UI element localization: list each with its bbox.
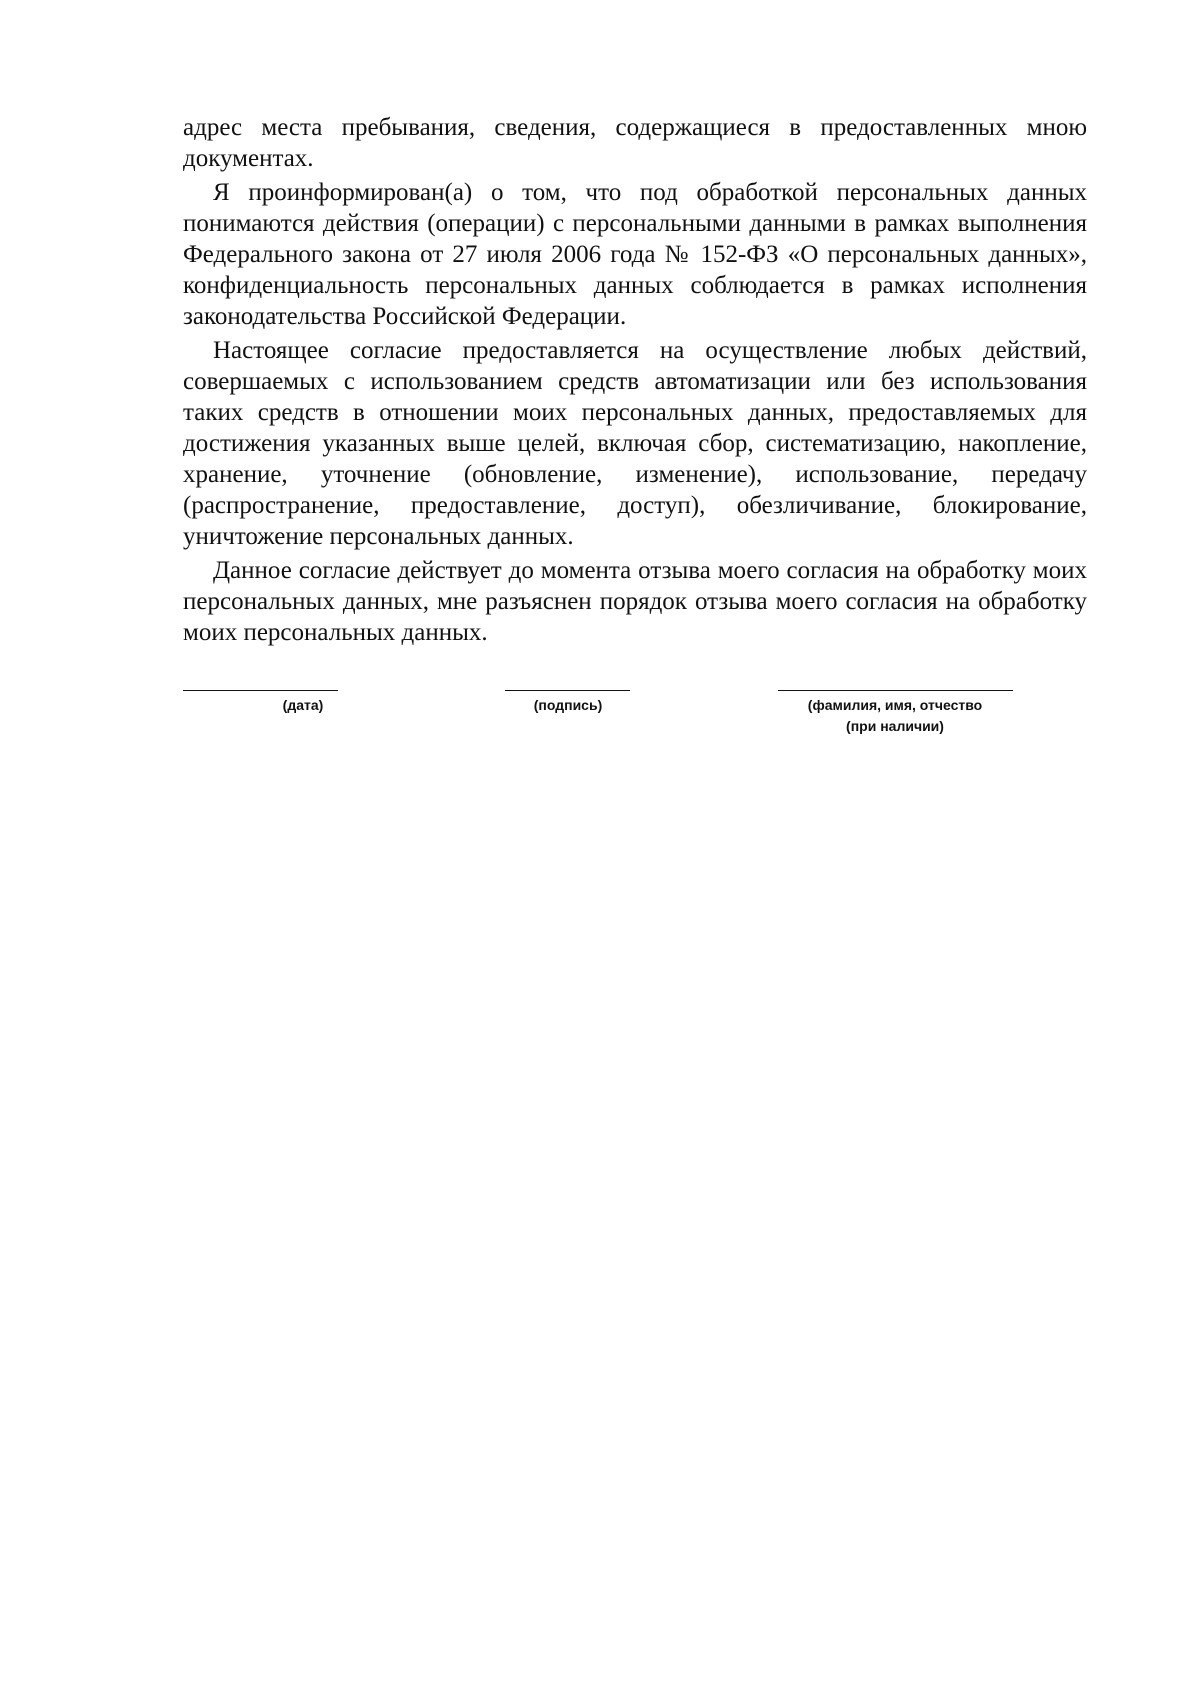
paragraph-informed: Я проинформирован(а) о том, что под обработкой персональных данных понимаются действия (операции) с персональными данными в рамках выполнения Федерального закона от 27 июля 2006 года № 152-ФЗ «О персональных данных», конфиденциальность персональных данных соблюдается в рамках исполнения законодательства Российской Федерации. bbox=[183, 179, 1087, 330]
consent-text bbox=[183, 112, 1087, 651]
signature-caption: (подпись) bbox=[533, 697, 603, 713]
date-caption: (дата) bbox=[282, 697, 324, 713]
full-name-caption: (фамилия, имя, отчество bbox=[807, 697, 983, 713]
date-line bbox=[183, 690, 338, 691]
paragraph-consent-validity: Данное согласие действует до момента отзыва моего согласия на обработку моих персональных данных, мне разъяснен порядок отзыва моего согласия на обработку моих персональных данных. bbox=[183, 557, 1087, 646]
paragraph-address-continuation: адрес места пребывания, сведения, содержащиеся в предоставленных мною документах. bbox=[183, 114, 1087, 172]
paragraph-consent-scope: Настоящее согласие предоставляется на осуществление любых действий, совершаемых с использованием средств автоматизации или без использования таких средств в отношении моих персональных данных, предоставляемых для достижения указанных выше целей, включая сбор, систематизацию, накопление, хранение, уточнение (обновление, изменение), использование, передачу (распространение, предоставление, доступ), обезличивание, блокирование, уничтожение персональных данных. bbox=[183, 337, 1087, 550]
full-name-caption-optional: (при наличии) bbox=[846, 718, 944, 734]
full-name-line bbox=[778, 690, 1013, 691]
signature-line bbox=[505, 690, 630, 691]
